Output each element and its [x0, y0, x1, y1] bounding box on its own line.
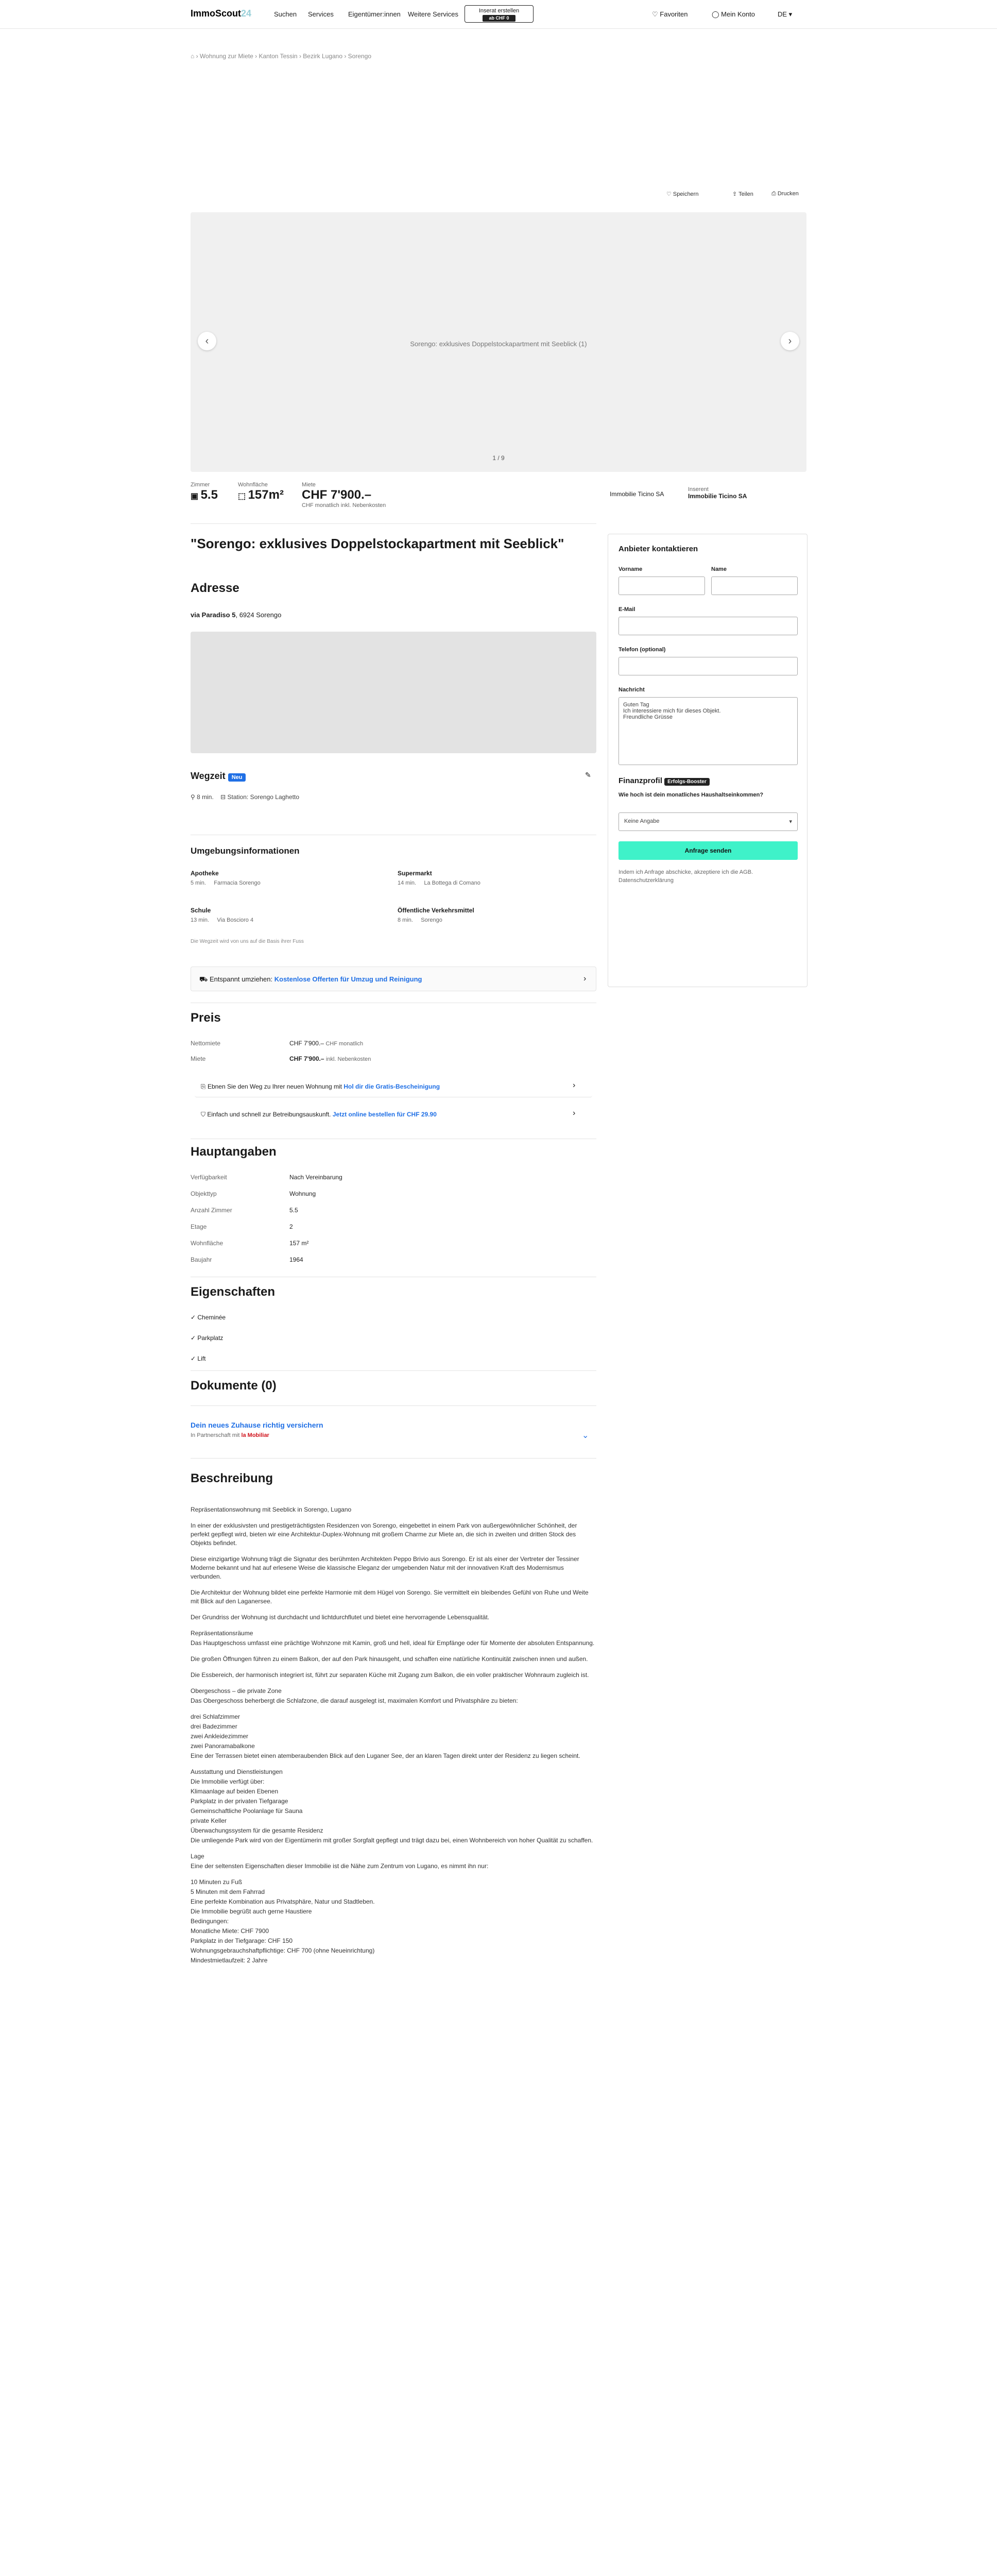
message-textarea[interactable]: Guten Tag Ich interessiere mich für dieses Objekt. Freundliche Grüsse	[618, 697, 798, 765]
chevron-right-icon: ›	[573, 1081, 576, 1090]
description-text	[191, 1505, 596, 1966]
feature-item: ✓ Parkplatz	[191, 1334, 224, 1342]
main-info-value: 157 m²	[289, 1240, 309, 1247]
nav-services[interactable]: Services	[308, 10, 334, 18]
area-fact: Wohnfläche ⬚ 157m²	[238, 482, 284, 502]
description-paragraph: Bedingungen:	[191, 1918, 229, 1925]
divider	[191, 1370, 596, 1371]
check-icon: ✓	[191, 1314, 198, 1321]
favorites-link[interactable]: ♡ Favoriten	[652, 10, 688, 18]
phone-field[interactable]	[618, 657, 798, 675]
commute-heading: Wegzeit Neu	[191, 771, 246, 782]
description-paragraph: Eine perfekte Kombination aus Privatsphäre, Natur und Stadtleben.	[191, 1898, 375, 1905]
chevron-left-icon[interactable]: ‹	[198, 332, 216, 350]
truck-icon: ⛟	[199, 975, 210, 983]
breadcrumb: ⌂ › Wohnung zur Miete › Kanton Tessin › Bezirk Lugano › Sorengo	[191, 53, 372, 60]
nav-owners[interactable]: Eigentümer:innen	[348, 10, 401, 18]
surrounding-item: Apotheke 5 min. Farmacia Sorengo	[191, 870, 261, 886]
main-info-value: 2	[289, 1223, 293, 1230]
income-select[interactable]: Keine Angabe ▾	[618, 812, 798, 831]
breadcrumb-item[interactable]: Wohnung zur Miete	[199, 53, 253, 60]
address-heading: Adresse	[191, 581, 239, 595]
edit-icon[interactable]: ✎	[585, 771, 591, 779]
description-paragraph: Repräsentationsräume	[191, 1630, 253, 1637]
divider	[191, 1405, 596, 1406]
description-paragraph: Lage	[191, 1853, 204, 1860]
top-header	[0, 0, 997, 29]
documents-promo[interactable]: ⎘ Ebnen Sie den Weg zu Ihrer neuen Wohnung mit Hol dir die Gratis-Bescheinigung ›	[195, 1077, 592, 1097]
main-info-label: Objekttyp	[191, 1190, 217, 1197]
rent-fact: Miete CHF 7'900.– CHF monatlich inkl. Nebenkosten	[302, 482, 386, 509]
description-paragraph: Die Immobilie verfügt über:	[191, 1778, 265, 1785]
insurance-box[interactable]: Dein neues Zuhause richtig versichern In Partnerschaft mit la Mobiliar	[191, 1421, 323, 1438]
description-paragraph: Obergeschoss – die private Zone	[191, 1687, 282, 1694]
description-paragraph: Die Architektur der Wohnung bildet eine perfekte Harmonie mit dem Hügel von Sorengo. Sie vermittelt ein bleibendes Gefühl von Ruhe und Weite mit Blick auf den Laganersee.	[191, 1589, 589, 1605]
description-paragraph: zwei Ankleidezimmer	[191, 1733, 249, 1740]
nav-suchen[interactable]: Suchen	[274, 10, 297, 18]
debt-check-promo[interactable]: ⛉ Einfach und schnell zur Betreibungsauskunft. Jetzt online bestellen für CHF 29.90 ›	[195, 1105, 592, 1125]
description-paragraph: Parkplatz in der privaten Tiefgarage	[191, 1798, 288, 1805]
main-info-value: Wohnung	[289, 1190, 316, 1197]
main-info-value: 1964	[289, 1256, 303, 1263]
last-name-label: Name	[711, 566, 727, 572]
description-paragraph: Die umliegende Park wird von der Eigentümerin mit großer Sorgfalt gepflegt und trägt dazu bei, einen Wohnbereich von hoher Qualität zu schaffen.	[191, 1837, 593, 1844]
description-paragraph: private Keller	[191, 1817, 227, 1824]
description-paragraph: Das Obergeschoss beherbergt die Schlafzone, die darauf ausgelegt ist, maximalen Komfort und Privatsphäre zu bieten:	[191, 1697, 518, 1704]
train-icon: ⊟	[220, 793, 228, 801]
share-button[interactable]: ⇪ Teilen	[732, 191, 753, 197]
description-heading: Beschreibung	[191, 1471, 273, 1485]
finance-heading: Finanzprofil Erfolgs-Booster	[618, 776, 710, 785]
description-paragraph: Überwachungssystem für die gesamte Residenz	[191, 1827, 323, 1834]
description-paragraph: Eine der seltensten Eigenschaften dieser Immobilie ist die Nähe zum Zentrum von Lugano, es nimmt ihn nur:	[191, 1862, 489, 1870]
description-paragraph: Klimaanlage auf beiden Ebenen	[191, 1788, 279, 1795]
contact-form-panel	[608, 534, 807, 987]
main-info-value: 5.5	[289, 1207, 298, 1214]
chevron-right-icon[interactable]: ›	[781, 332, 799, 350]
main-info-value: Nach Vereinbarung	[289, 1174, 342, 1181]
moving-offer-box[interactable]: ⛟ Entspannt umziehen: Kostenlose Offerten für Umzug und Reinigung ›	[191, 967, 596, 991]
user-icon: ◯	[712, 10, 721, 18]
divider	[191, 523, 596, 524]
description-paragraph: Monatliche Miete: CHF 7900	[191, 1927, 269, 1935]
main-info-label: Baujahr	[191, 1256, 212, 1263]
chevron-right-icon: ›	[583, 974, 587, 983]
first-name-field[interactable]	[618, 577, 705, 595]
description-paragraph: Eine der Terrassen bietet einen atemberaubenden Blick auf den Luganer See, der an klaren Tagen direkt unter der Residenz zu liegen scheint.	[191, 1752, 580, 1759]
email-field[interactable]	[618, 617, 798, 635]
area-icon: ⬚	[238, 492, 248, 501]
description-paragraph: Gemeinschaftliche Poolanlage für Sauna	[191, 1807, 303, 1815]
print-button[interactable]: ⎙ Drucken	[771, 191, 799, 197]
description-paragraph: Repräsentationswohnung mit Seeblick in Sorengo, Lugano	[191, 1506, 352, 1513]
price-value: CHF 7'900.– CHF monatlich	[289, 1040, 364, 1047]
features-heading: Eigenschaften	[191, 1285, 276, 1299]
image-gallery[interactable]	[191, 212, 806, 472]
create-listing-button[interactable]: Inserat erstellen ab CHF 0	[465, 5, 534, 23]
description-paragraph: Die großen Öffnungen führen zu einem Balkon, der auf den Park hinausgeht, und schaffen eine natürliche Kontinuität zwischen innen und außen.	[191, 1655, 588, 1663]
description-paragraph: Die Essbereich, der harmonisch integriert ist, führt zur separaten Küche mit Zugang zum Balkon, die ein voller praktischer Wohnraum zugleich ist.	[191, 1671, 589, 1679]
description-paragraph: Ausstattung und Dienstleistungen	[191, 1768, 283, 1775]
price-label: Miete	[191, 1055, 206, 1062]
breadcrumb-item[interactable]: Bezirk Lugano	[303, 53, 342, 60]
surroundings-note: Die Wegzeit wird von uns auf die Basis ihrer Fuss	[191, 939, 304, 944]
booster-badge: Erfolgs-Booster	[664, 778, 710, 786]
price-label: Nettomiete	[191, 1040, 221, 1047]
rooms-fact: Zimmer ▣ 5.5	[191, 482, 218, 502]
surroundings-heading: Umgebungsinformationen	[191, 846, 300, 856]
description-paragraph: drei Badezimmer	[191, 1723, 237, 1730]
surrounding-item: Öffentliche Verkehrsmittel 8 min. Sorengo	[398, 907, 474, 923]
description-paragraph: zwei Panoramabalkone	[191, 1742, 255, 1750]
shield-icon: ⛉	[201, 1111, 208, 1118]
rooms-icon: ▣	[191, 492, 201, 501]
agent-short: Immobilie Ticino SA	[610, 490, 664, 498]
print-icon: ⎙	[771, 191, 778, 197]
chevron-down-icon[interactable]: ⌄	[582, 1431, 589, 1440]
account-link[interactable]: ◯ Mein Konto	[712, 10, 755, 18]
description-paragraph: drei Schlafzimmer	[191, 1713, 240, 1720]
divider	[191, 1458, 596, 1459]
main-info-label: Anzahl Zimmer	[191, 1207, 232, 1214]
description-paragraph: In einer der exklusivsten und prestigeträchtigsten Residenzen von Sorengo, eingebettet in einem Park von außergewöhnlicher Schönheit, der perfekt gepflegt wird, bieten wir eine Architektur-Duplex-Wohnung mit großem Charme zur Miete an, die sich in zweiten und dritten Stock des Objekts befindet.	[191, 1522, 577, 1547]
commute-info: ⚲ 8 min. ⊟ Station: Sorengo Laghetto	[191, 793, 299, 801]
share-icon: ⇪	[732, 191, 739, 197]
description-paragraph: Das Hauptgeschoss umfasst eine prächtige Wohnzone mit Kamin, groß und hell, ideal für Empfänge oder für Momente der absoluten Entspannung.	[191, 1639, 595, 1647]
feature-item: ✓ Cheminée	[191, 1314, 226, 1321]
send-request-button[interactable]: Anfrage senden	[618, 841, 798, 860]
home-icon[interactable]: ⌂	[191, 53, 195, 60]
description-paragraph: 5 Minuten mit dem Fahrrad	[191, 1888, 265, 1895]
price-heading: Preis	[191, 1011, 221, 1025]
price-value: CHF 7'900.– inkl. Nebenkosten	[289, 1055, 371, 1062]
heart-icon: ♡	[666, 191, 673, 197]
income-question: Wie hoch ist dein monatliches Haushaltseinkommen?	[618, 792, 764, 798]
document-icon: ⎘	[201, 1083, 208, 1090]
description-paragraph: Diese einzigartige Wohnung trägt die Signatur des berühmten Architekten Peppo Brivio aus Sorengo. Er ist als einer der Vertreter der Tessiner Moderne bekannt und hat auf erlesene Weise die klassische Eleganz der umgebenden Natur mit der innovativen Kraft des Modernismus verbunden.	[191, 1555, 579, 1580]
chevron-right-icon: ›	[573, 1109, 576, 1117]
description-paragraph: Wohnungsgebrauchshaftpflichtige: CHF 700 (ohne Neueinrichtung)	[191, 1947, 375, 1954]
description-paragraph: Mindestmietlaufzeit: 2 Jahre	[191, 1957, 268, 1964]
walk-icon: ⚲	[191, 793, 197, 801]
main-info-heading: Hauptangaben	[191, 1145, 277, 1159]
message-label: Nachricht	[618, 687, 645, 693]
check-icon: ✓	[191, 1355, 198, 1362]
surrounding-item: Supermarkt 14 min. La Bottega di Comano	[398, 870, 480, 886]
description-paragraph: Parkplatz in der Tiefgarage: CHF 150	[191, 1937, 293, 1944]
agent-info: Inserent Immobilie Ticino SA	[688, 486, 747, 500]
legal-notice: Indem ich Anfrage abschicke, akzeptiere ich die AGB. Datenschutzerklärung	[618, 869, 753, 884]
phone-label: Telefon (optional)	[618, 647, 666, 653]
last-name-field[interactable]	[711, 577, 798, 595]
language-select[interactable]: DE ▾	[778, 10, 793, 18]
nav-more-services[interactable]: Weitere Services	[408, 10, 459, 18]
description-paragraph: Die Immobilie begrüßt auch gerne Haustiere	[191, 1908, 312, 1915]
main-info-label: Etage	[191, 1223, 207, 1230]
first-name-label: Vorname	[618, 566, 643, 572]
gallery-caption: Sorengo: exklusives Doppelstockapartment mit Seeblick (1)	[410, 340, 587, 348]
site-logo[interactable]: ImmoScout24	[191, 8, 252, 19]
email-label: E-Mail	[618, 606, 635, 613]
save-listing-button[interactable]: ♡ Speichern	[666, 191, 699, 197]
description-paragraph: 10 Minuten zu Fuß	[191, 1878, 243, 1886]
description-paragraph: Der Grundriss der Wohnung ist durchdacht und lichtdurchflutet und bietet eine hervorragende Lebensqualität.	[191, 1614, 490, 1621]
breadcrumb-item[interactable]: Kanton Tessin	[259, 53, 298, 60]
feature-item: ✓ Lift	[191, 1355, 206, 1362]
gallery-counter: 1 / 9	[492, 454, 505, 462]
heart-icon: ♡	[652, 10, 660, 18]
address-text: via Paradiso 5, 6924 Sorengo	[191, 611, 282, 619]
main-info-label: Wohnfläche	[191, 1240, 224, 1247]
check-icon: ✓	[191, 1334, 198, 1342]
documents-heading: Dokumente (0)	[191, 1379, 277, 1393]
contact-heading: Anbieter kontaktieren	[618, 545, 698, 553]
breadcrumb-item: Sorengo	[348, 53, 372, 60]
map[interactable]	[191, 632, 596, 753]
listing-title: "Sorengo: exklusives Doppelstockapartment mit Seeblick"	[191, 536, 564, 551]
surrounding-item: Schule 13 min. Via Boscioro 4	[191, 907, 254, 923]
new-badge: Neu	[228, 773, 246, 782]
main-info-label: Verfügbarkeit	[191, 1174, 227, 1181]
